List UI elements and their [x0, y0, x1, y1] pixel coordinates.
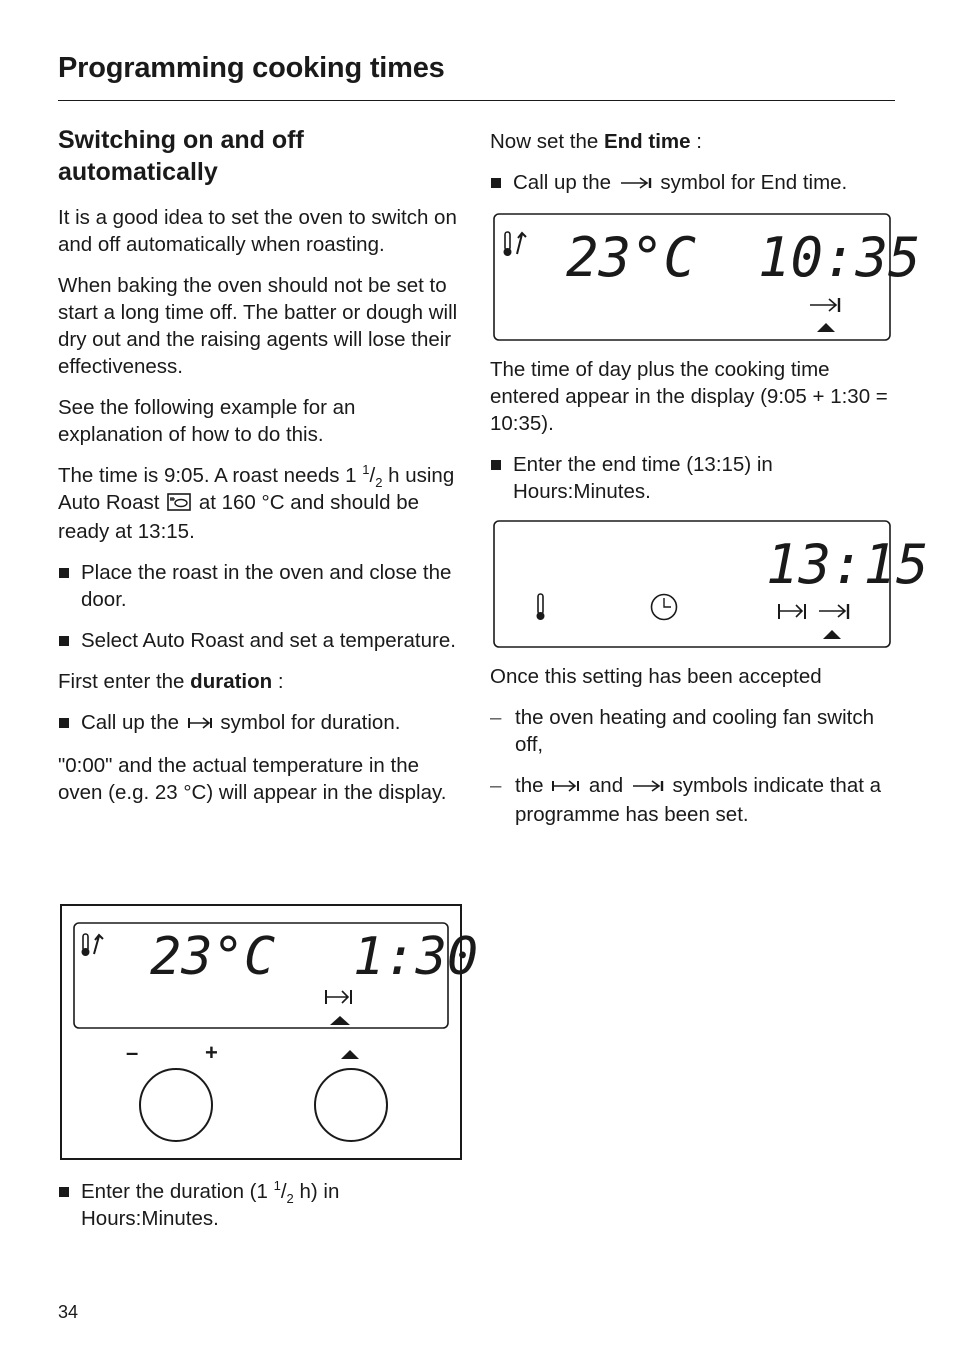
end-time-display — [490, 212, 921, 342]
duration-arrow-icon — [551, 774, 581, 801]
minus-plus-knob[interactable] — [140, 1069, 212, 1141]
step-call-end-time: Call up the symbol for End time. — [490, 169, 892, 198]
page-title: Programming cooking times — [58, 52, 445, 84]
display-time: 13:15 — [766, 533, 929, 596]
paragraph-time-of-day: The time of day plus the cooking time entered appear in the display (9:05 + 1:30 = 10:35). — [490, 358, 888, 435]
paragraph-example: See the following example for an explanation of how to do this. — [58, 396, 356, 446]
result-symbols: – the and symbols indicate that a programme has been set. — [490, 772, 892, 828]
paragraph-baking: When baking the oven should not be set to start a long time off. The batter or dough will dry out and the raising agents will lose their effectiveness. — [58, 274, 458, 378]
page-number: 34 — [58, 1302, 79, 1322]
paragraph-intro: It is a good idea to set the oven to switch on and off automatically when roasting. — [58, 206, 457, 256]
plus-label: + — [205, 1040, 218, 1065]
result-fan-off: – the oven heating and cooling fan switch off, — [490, 704, 892, 758]
end-time-intro: Now set the End time : — [490, 130, 702, 153]
auto-roast-icon — [167, 491, 191, 518]
display-time: 10:35 — [758, 226, 921, 289]
accepted-display — [490, 519, 929, 649]
duration-arrow-icon — [187, 711, 213, 738]
step-select-auto-roast: Select Auto Roast and set a temperature. — [58, 627, 460, 654]
select-knob[interactable] — [315, 1069, 387, 1141]
end-time-arrow-icon — [619, 171, 653, 198]
right-column — [490, 128, 929, 842]
minus-label: – — [126, 1040, 139, 1065]
section-title: Switching on and off automatically — [58, 126, 304, 186]
step-enter-end-time: Enter the end time (13:15) in Hours:Minutes. — [490, 451, 892, 505]
paragraph-example-details: The time is 9:05. A roast needs 1 $^1/_2$ h using Auto Roast at 160 °C and should be ready at 13:15. — [58, 462, 455, 543]
display-time: 1:30 — [353, 927, 479, 987]
display-temperature: 23°C — [566, 226, 697, 289]
title-divider — [58, 100, 895, 101]
step-place-roast: Place the roast in the oven and close the door. — [58, 559, 460, 613]
paragraph-accepted: Once this setting has been accepted — [490, 665, 822, 688]
display-temperature: 23°C — [150, 927, 276, 987]
duration-figure — [60, 904, 479, 1160]
paragraph-display-info: "0:00" and the actual temperature in the oven (e.g. 23 °C) will appear in the display. — [58, 754, 447, 804]
duration-intro: First enter the duration : — [58, 670, 284, 693]
step-call-duration: Call up the symbol for duration. — [58, 709, 460, 738]
left-column — [58, 124, 460, 820]
step-enter-duration-block — [58, 1178, 460, 1232]
end-time-arrow-icon — [631, 774, 665, 801]
step-enter-duration: Enter the duration (1 $^1/_2$ h) in Hours:Minutes. — [58, 1178, 460, 1232]
